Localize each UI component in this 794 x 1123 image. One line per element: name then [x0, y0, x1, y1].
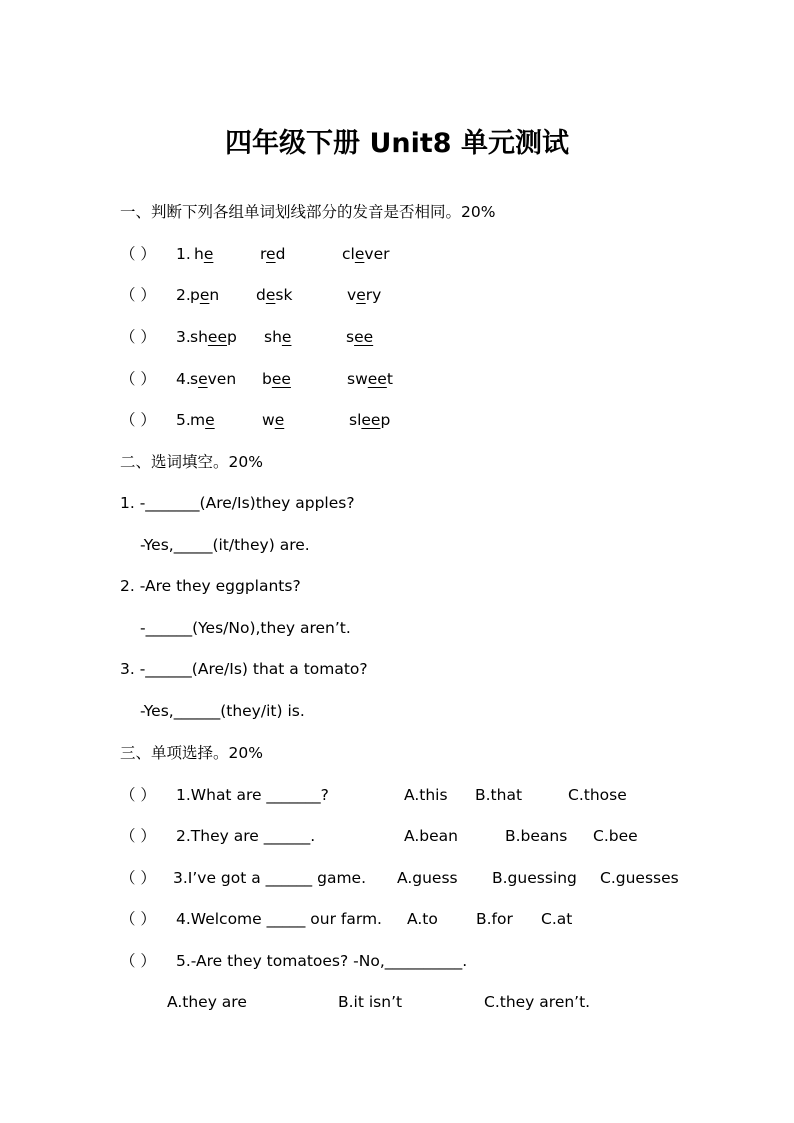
item-number: 3. — [176, 328, 191, 346]
word-3: sweet — [347, 370, 393, 388]
fill-question: 1. -_______(Are/Is)they apples? — [120, 494, 355, 512]
fill-question: 3. -______(Are/Is) that a tomato? — [120, 660, 368, 678]
option-a: A.bean — [404, 827, 458, 845]
word-1: he — [194, 245, 214, 263]
fill-answer: -______(Yes/No),they aren’t. — [140, 619, 351, 637]
word-1: me — [190, 411, 215, 429]
option-b: B.it isn’t — [338, 993, 403, 1011]
answer-bracket[interactable]: （ ） — [120, 827, 156, 845]
word-2: we — [262, 411, 285, 429]
fill-question: 2. -Are they eggplants? — [120, 577, 301, 595]
option-c: C.bee — [593, 827, 638, 845]
word-1: sheep — [190, 328, 237, 346]
item-number: 2. — [176, 286, 191, 304]
answer-bracket[interactable]: （ ） — [120, 869, 156, 887]
option-a: A.they are — [167, 993, 247, 1011]
option-b: B.guessing — [492, 869, 577, 887]
option-a: A.guess — [397, 869, 458, 887]
answer-bracket[interactable]: （ ） — [120, 786, 156, 804]
word-2: red — [260, 245, 286, 263]
word-1: seven — [190, 370, 237, 388]
question-stem: 1.What are _______? — [176, 786, 329, 804]
option-c: C.at — [541, 910, 573, 928]
section2-heading: 二、选词填空。20% — [120, 453, 263, 471]
option-a: A.this — [404, 786, 448, 804]
option-c: C.they aren’t. — [484, 993, 591, 1011]
option-a: A.to — [407, 910, 438, 928]
fill-answer: -Yes,______(they/it) is. — [140, 702, 305, 720]
section1-heading: 一、判断下列各组单词划线部分的发音是否相同。20% — [120, 203, 496, 221]
item-number: 1. — [176, 245, 191, 263]
item-number: 5. — [176, 411, 191, 429]
word-3: see — [346, 328, 374, 346]
page-title: 四年级下册 Unit8 单元测试 — [225, 128, 569, 159]
question-stem: 3.I’ve got a ______ game. — [173, 869, 367, 887]
word-3: very — [347, 286, 382, 304]
answer-bracket[interactable]: （ ） — [120, 286, 156, 304]
option-c: C.those — [568, 786, 627, 804]
option-c: C.guesses — [600, 869, 679, 887]
section3-heading: 三、单项选择。20% — [120, 744, 263, 762]
answer-bracket[interactable]: （ ） — [120, 370, 156, 388]
option-b: B.that — [475, 786, 523, 804]
answer-bracket[interactable]: （ ） — [120, 411, 156, 429]
item-number: 4. — [176, 370, 191, 388]
answer-bracket[interactable]: （ ） — [120, 910, 156, 928]
word-3: sleep — [349, 411, 391, 429]
word-3: clever — [342, 245, 390, 263]
word-2: bee — [262, 370, 291, 388]
option-b: B.for — [476, 910, 513, 928]
word-1: pen — [190, 286, 220, 304]
question-stem: 5.-Are they tomatoes? -No,__________. — [176, 952, 468, 970]
question-stem: 4.Welcome _____ our farm. — [176, 910, 382, 928]
answer-bracket[interactable]: （ ） — [120, 245, 156, 263]
word-2: she — [264, 328, 292, 346]
word-2: desk — [256, 286, 293, 304]
answer-bracket[interactable]: （ ） — [120, 328, 156, 346]
answer-bracket[interactable]: （ ） — [120, 952, 156, 970]
option-b: B.beans — [505, 827, 568, 845]
question-stem: 2.They are ______. — [176, 827, 316, 845]
fill-answer: -Yes,_____(it/they) are. — [140, 536, 310, 554]
